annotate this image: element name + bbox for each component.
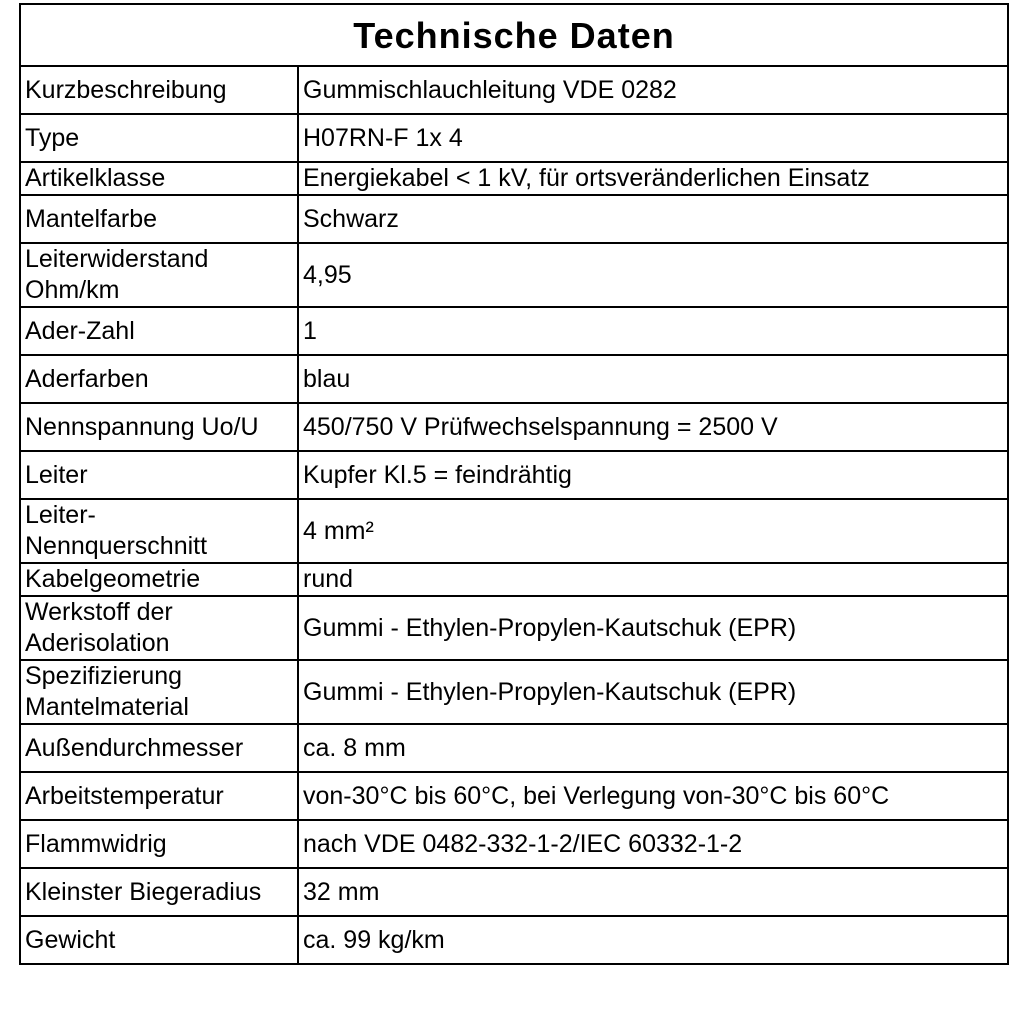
table-row xyxy=(20,355,1008,403)
row-label: Spezifizierung Mantelmaterial xyxy=(20,660,298,724)
table-row xyxy=(20,243,1008,307)
row-label: Kurzbeschreibung xyxy=(20,66,298,114)
title-row xyxy=(20,4,1008,66)
row-value: ca. 99 kg/km xyxy=(298,916,1008,964)
row-label: Kleinster Biegeradius xyxy=(20,868,298,916)
row-label: Nennspannung Uo/U xyxy=(20,403,298,451)
row-value: Gummischlauchleitung VDE 0282 xyxy=(298,66,1008,114)
row-value: von-30°C bis 60°C, bei Verlegung von-30°C bis 60°C xyxy=(298,772,1008,820)
row-label: Aderfarben xyxy=(20,355,298,403)
table-row xyxy=(20,307,1008,355)
row-label: Leiterwiderstand Ohm/km xyxy=(20,243,298,307)
table-row xyxy=(20,660,1008,724)
row-value: Gummi - Ethylen-Propylen-Kautschuk (EPR) xyxy=(298,660,1008,724)
row-label: Arbeitstemperatur xyxy=(20,772,298,820)
table-row xyxy=(20,820,1008,868)
row-value: 450/750 V Prüfwechselspannung = 2500 V xyxy=(298,403,1008,451)
row-value: 1 xyxy=(298,307,1008,355)
row-value: ca. 8 mm xyxy=(298,724,1008,772)
table-row xyxy=(20,868,1008,916)
row-value: 32 mm xyxy=(298,868,1008,916)
table-row xyxy=(20,451,1008,499)
row-value: 4,95 xyxy=(298,243,1008,307)
row-label: Gewicht xyxy=(20,916,298,964)
row-label: Leiter xyxy=(20,451,298,499)
row-label: Mantelfarbe xyxy=(20,195,298,243)
technical-data-table xyxy=(19,3,1009,965)
row-value: nach VDE 0482-332-1-2/IEC 60332-1-2 xyxy=(298,820,1008,868)
row-label: Ader-Zahl xyxy=(20,307,298,355)
row-label: Type xyxy=(20,114,298,162)
row-label: Flammwidrig xyxy=(20,820,298,868)
row-label: Artikelklasse xyxy=(20,162,298,195)
table-row xyxy=(20,499,1008,563)
row-value: rund xyxy=(298,563,1008,596)
row-value: blau xyxy=(298,355,1008,403)
table-row xyxy=(20,403,1008,451)
row-label: Leiter- Nennquerschnitt xyxy=(20,499,298,563)
row-value: Schwarz xyxy=(298,195,1008,243)
row-value: Gummi - Ethylen-Propylen-Kautschuk (EPR) xyxy=(298,596,1008,660)
table-row xyxy=(20,195,1008,243)
table-row xyxy=(20,596,1008,660)
row-value: H07RN-F 1x 4 xyxy=(298,114,1008,162)
table-row xyxy=(20,162,1008,195)
table-row xyxy=(20,916,1008,964)
table-row xyxy=(20,66,1008,114)
row-value: Kupfer Kl.5 = feindrähtig xyxy=(298,451,1008,499)
row-label: Außendurchmesser xyxy=(20,724,298,772)
table-row xyxy=(20,724,1008,772)
table-row xyxy=(20,772,1008,820)
table-title: Technische Daten xyxy=(20,4,1008,66)
row-label: Kabelgeometrie xyxy=(20,563,298,596)
table-row xyxy=(20,114,1008,162)
row-label: Werkstoff der Aderisolation xyxy=(20,596,298,660)
row-value: 4 mm² xyxy=(298,499,1008,563)
table-row xyxy=(20,563,1008,596)
row-value: Energiekabel < 1 kV, für ortsveränderlichen Einsatz xyxy=(298,162,1008,195)
